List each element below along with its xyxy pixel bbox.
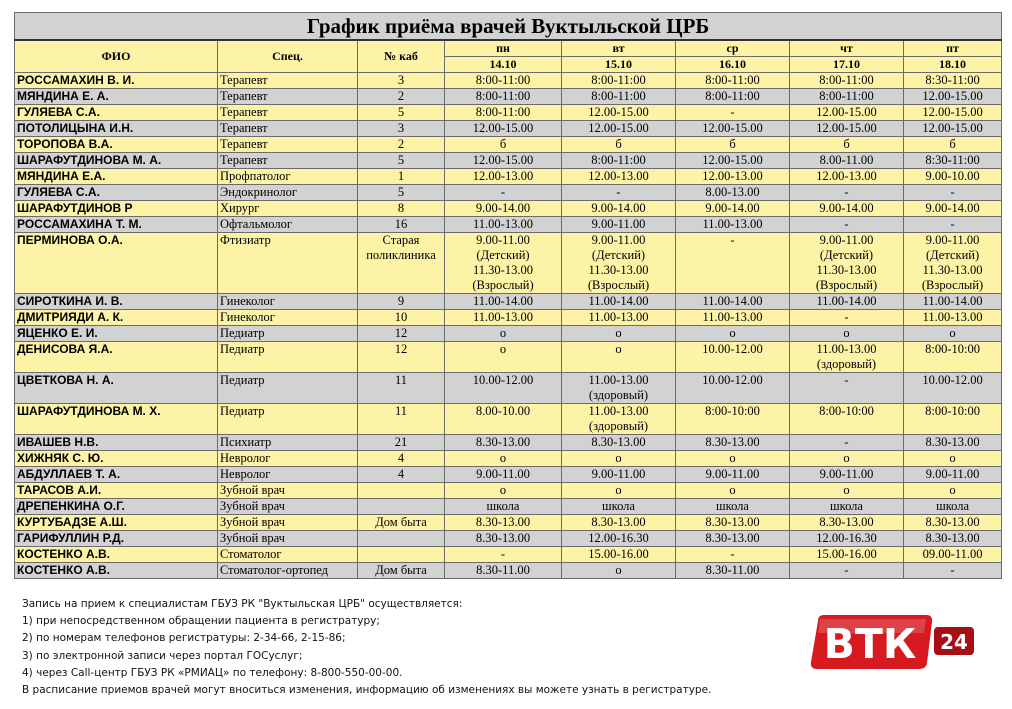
hours-fri: 12.00-15.00 [904,89,1002,105]
hours-thu: - [790,435,904,451]
hours-tue: 8.30-13.00 [562,435,676,451]
hours-mon: 12.00-15.00 [445,153,562,169]
specialty: Терапевт [218,73,358,89]
hours-thu: 12.00-16.30 [790,531,904,547]
doctor-name: РОССАМАХИН В. И. [15,73,218,89]
hours-fri: 11.00-14.00 [904,294,1002,310]
hours-tue: 9.00-11.00 [562,467,676,483]
hours-tue: о [562,451,676,467]
hours-mon: о [445,483,562,499]
logo-text: ВТК [823,620,917,668]
hours-fri: - [904,563,1002,579]
cabinet: 4 [358,467,445,483]
hours-tue: о [562,342,676,373]
hours-mon: 10.00-12.00 [445,373,562,404]
col-header-wed: ср [676,40,790,57]
table-row [15,169,1002,185]
specialty: Терапевт [218,89,358,105]
hours-mon: 11.00-13.00 [445,310,562,326]
hours-mon: школа [445,499,562,515]
col-header-mon: пн [445,40,562,57]
table-row [15,499,1002,515]
col-header-spec: Спец. [218,40,358,73]
cabinet: 5 [358,185,445,201]
doctor-name: КУРТУБАДЗЕ А.Ш. [15,515,218,531]
specialty: Терапевт [218,105,358,121]
hours-wed: 8.30-13.00 [676,531,790,547]
hours-mon: о [445,342,562,373]
hours-wed: 8:00-11:00 [676,89,790,105]
hours-tue: 9.00-14.00 [562,201,676,217]
hours-fri: 9.00-10.00 [904,169,1002,185]
hours-mon: о [445,451,562,467]
hours-tue: 12.00-13.00 [562,169,676,185]
doctor-name: ШАРАФУТДИНОВ Р [15,201,218,217]
hours-fri: 8.30-13.00 [904,515,1002,531]
hours-thu: о [790,326,904,342]
cabinet: 11 [358,404,445,435]
hours-wed: 12.00-15.00 [676,121,790,137]
specialty: Терапевт [218,137,358,153]
doctor-name: ДЕНИСОВА Я.А. [15,342,218,373]
hours-thu: 8:00-10:00 [790,404,904,435]
cabinet: Дом быта [358,515,445,531]
hours-fri: - [904,217,1002,233]
hours-thu: - [790,373,904,404]
hours-wed: 8.30-11.00 [676,563,790,579]
table-row [15,185,1002,201]
table-row [15,233,1002,294]
table-row [15,435,1002,451]
cabinet: 9 [358,294,445,310]
specialty: Педиатр [218,404,358,435]
date-thu: 17.10 [790,57,904,73]
hours-thu: б [790,137,904,153]
hours-fri: 12.00-15.00 [904,105,1002,121]
table-row [15,137,1002,153]
doctor-name: ЯЦЕНКО Е. И. [15,326,218,342]
hours-thu: школа [790,499,904,515]
schedule-sheet [14,12,1001,579]
table-row [15,89,1002,105]
hours-wed: 8:00-10:00 [676,404,790,435]
footer-notes [22,596,722,699]
hours-thu: 8.00-11.00 [790,153,904,169]
doctor-name: КОСТЕНКО А.В. [15,563,218,579]
col-header-thu: чт [790,40,904,57]
table-row [15,483,1002,499]
hours-thu: 8.30-13.00 [790,515,904,531]
hours-thu: - [790,217,904,233]
specialty: Эндокринолог [218,185,358,201]
table-row [15,373,1002,404]
cabinet: 11 [358,373,445,404]
specialty: Гинеколог [218,294,358,310]
schedule-table [14,12,1002,579]
specialty: Стоматолог [218,547,358,563]
table-row [15,515,1002,531]
footer-line: 4) через Call-центр ГБУЗ РК «РМИАЦ» по телефону: 8-800-550-00-00. [22,666,403,679]
cabinet: 1 [358,169,445,185]
hours-tue: о [562,326,676,342]
specialty: Зубной врач [218,499,358,515]
hours-thu: о [790,483,904,499]
cabinet: 21 [358,435,445,451]
specialty: Невролог [218,451,358,467]
hours-wed: 11.00-13.00 [676,217,790,233]
doctor-name: ПОТОЛИЦЫНА И.Н. [15,121,218,137]
hours-mon: 12.00-15.00 [445,121,562,137]
hours-fri: о [904,451,1002,467]
table-row [15,217,1002,233]
hours-thu: 11.00-13.00 (здоровый) [790,342,904,373]
hours-thu: - [790,185,904,201]
doctor-name: АБДУЛЛАЕВ Т. А. [15,467,218,483]
hours-mon: 8.30-13.00 [445,435,562,451]
hours-fri: 09.00-11.00 [904,547,1002,563]
hours-thu: 9.00-11.00 (Детский) 11.30-13.00 (Взрослый) [790,233,904,294]
doctor-name: ИВАШЕВ Н.В. [15,435,218,451]
hours-fri: б [904,137,1002,153]
hours-wed: 12.00-13.00 [676,169,790,185]
table-row [15,310,1002,326]
hours-tue: 8.30-13.00 [562,515,676,531]
hours-wed: - [676,105,790,121]
hours-tue: 9.00-11.00 (Детский) 11.30-13.00 (Взрослый) [562,233,676,294]
hours-wed: 9.00-11.00 [676,467,790,483]
cabinet [358,531,445,547]
hours-fri: 8:30-11:00 [904,73,1002,89]
doctor-name: ДМИТРИЯДИ А. К. [15,310,218,326]
logo-badge: 24 [940,630,968,654]
specialty: Гинеколог [218,310,358,326]
doctor-name: ШАРАФУТДИНОВА М. Х. [15,404,218,435]
hours-wed: - [676,233,790,294]
hours-fri: 8:00-10:00 [904,404,1002,435]
hours-mon: 8:00-11:00 [445,105,562,121]
table-row [15,326,1002,342]
hours-mon: 8.30-13.00 [445,515,562,531]
specialty: Зубной врач [218,483,358,499]
hours-thu: 12.00-15.00 [790,105,904,121]
cabinet: 3 [358,121,445,137]
doctor-name: ШАРАФУТДИНОВА М. А. [15,153,218,169]
cabinet: 8 [358,201,445,217]
hours-fri: 12.00-15.00 [904,121,1002,137]
hours-fri: школа [904,499,1002,515]
hours-mon: б [445,137,562,153]
footer-line: 1) при непосредственном обращении пациента в регистратуру; [22,615,380,628]
hours-tue: 9.00-11.00 [562,217,676,233]
doctor-name: ТАРАСОВ А.И. [15,483,218,499]
table-row [15,201,1002,217]
hours-thu: 12.00-13.00 [790,169,904,185]
table-row [15,404,1002,435]
table-row [15,451,1002,467]
hours-tue: 12.00-15.00 [562,105,676,121]
col-header-cab: № каб [358,40,445,73]
specialty: Терапевт [218,153,358,169]
doctor-name: МЯНДИНА Е. А. [15,89,218,105]
table-row [15,342,1002,373]
hours-wed: 8.30-13.00 [676,515,790,531]
table-row [15,105,1002,121]
hours-tue: школа [562,499,676,515]
page-title: График приёма врачей Вуктыльской ЦРБ [15,13,1002,41]
hours-mon: 11.00-14.00 [445,294,562,310]
hours-tue: о [562,483,676,499]
hours-mon: 8.00-10.00 [445,404,562,435]
hours-wed: о [676,326,790,342]
cabinet: 16 [358,217,445,233]
table-row [15,547,1002,563]
hours-thu: о [790,451,904,467]
cabinet: Старая поликлиника [358,233,445,294]
cabinet: 12 [358,342,445,373]
hours-wed: 11.00-13.00 [676,310,790,326]
hours-wed: школа [676,499,790,515]
hours-fri: 9.00-11.00 [904,467,1002,483]
specialty: Педиатр [218,326,358,342]
hours-tue: 12.00-16.30 [562,531,676,547]
footer-line: 3) по электронной записи через портал ГОСуслуг; [22,649,303,662]
specialty: Профпатолог [218,169,358,185]
doctor-name: РОССАМАХИНА Т. М. [15,217,218,233]
hours-fri: 10.00-12.00 [904,373,1002,404]
hours-thu: 12.00-15.00 [790,121,904,137]
specialty: Терапевт [218,121,358,137]
hours-fri: о [904,483,1002,499]
cabinet: 5 [358,153,445,169]
hours-wed: 10.00-12.00 [676,342,790,373]
header-row [15,40,1002,57]
date-mon: 14.10 [445,57,562,73]
hours-fri: 9.00-14.00 [904,201,1002,217]
col-header-tue: вт [562,40,676,57]
hours-thu: 8:00-11:00 [790,89,904,105]
btk24-logo [808,613,976,671]
doctor-name: ТОРОПОВА В.А. [15,137,218,153]
hours-tue: 11.00-13.00 [562,310,676,326]
hours-mon: 9.00-11.00 [445,467,562,483]
specialty: Хирург [218,201,358,217]
hours-thu: - [790,310,904,326]
col-header-name: ФИО [15,40,218,73]
hours-mon: 8:00-11:00 [445,89,562,105]
hours-mon: 8:00-11:00 [445,73,562,89]
hours-fri: 11.00-13.00 [904,310,1002,326]
hours-wed: о [676,483,790,499]
hours-wed: 12.00-15.00 [676,153,790,169]
hours-wed: 9.00-14.00 [676,201,790,217]
hours-tue: 8:00-11:00 [562,153,676,169]
logo-mark [811,615,974,669]
cabinet: Дом быта [358,563,445,579]
date-tue: 15.10 [562,57,676,73]
hours-wed: 8:00-11:00 [676,73,790,89]
hours-tue: о [562,563,676,579]
doctor-name: ХИЖНЯК С. Ю. [15,451,218,467]
footer-line: 2) по номерам телефонов регистратуры: 2-34-66, 2-15-86; [22,632,346,645]
hours-mon: 9.00-11.00 (Детский) 11.30-13.00 (Взрослый) [445,233,562,294]
footer-line: Запись на прием к специалистам ГБУЗ РК "Вуктыльская ЦРБ" осуществляется: [22,598,463,610]
hours-wed: 8.00-13.00 [676,185,790,201]
specialty: Зубной врач [218,515,358,531]
hours-thu: 11.00-14.00 [790,294,904,310]
cabinet: 10 [358,310,445,326]
hours-tue: 8:00-11:00 [562,73,676,89]
hours-tue: 15.00-16.00 [562,547,676,563]
doctor-name: СИРОТКИНА И. В. [15,294,218,310]
hours-fri: 8:30-11:00 [904,153,1002,169]
hours-mon: 12.00-13.00 [445,169,562,185]
hours-tue: - [562,185,676,201]
hours-thu: 8:00-11:00 [790,73,904,89]
hours-mon: 8.30-13.00 [445,531,562,547]
doctor-name: ГУЛЯЕВА С.А. [15,185,218,201]
hours-mon: 11.00-13.00 [445,217,562,233]
hours-tue: 11.00-13.00 (здоровый) [562,373,676,404]
hours-wed: о [676,451,790,467]
table-row [15,563,1002,579]
cabinet: 5 [358,105,445,121]
cabinet: 2 [358,89,445,105]
col-header-fri: пт [904,40,1002,57]
specialty: Офтальмолог [218,217,358,233]
hours-tue: 8:00-11:00 [562,89,676,105]
doctor-name: КОСТЕНКО А.В. [15,547,218,563]
table-row [15,121,1002,137]
cabinet: 4 [358,451,445,467]
doctor-name: ДРЕПЕНКИНА О.Г. [15,499,218,515]
cabinet [358,499,445,515]
doctor-name: ГУЛЯЕВА С.А. [15,105,218,121]
hours-wed: 11.00-14.00 [676,294,790,310]
hours-tue: б [562,137,676,153]
date-wed: 16.10 [676,57,790,73]
hours-fri: 9.00-11.00 (Детский) 11.30-13.00 (Взрослый) [904,233,1002,294]
cabinet [358,547,445,563]
hours-mon: 9.00-14.00 [445,201,562,217]
hours-tue: 11.00-13.00 (здоровый) [562,404,676,435]
footer-line: В расписание приемов врачей могут вноситься изменения, информацию об изменениях вы можете узнать в регистратуре. [22,684,712,697]
hours-thu: 9.00-14.00 [790,201,904,217]
hours-wed: 8.30-13.00 [676,435,790,451]
doctor-name: ГАРИФУЛЛИН Р.Д. [15,531,218,547]
date-fri: 18.10 [904,57,1002,73]
doctor-name: ЦВЕТКОВА Н. А. [15,373,218,404]
hours-fri: 8.30-13.00 [904,531,1002,547]
hours-thu: 9.00-11.00 [790,467,904,483]
table-row [15,531,1002,547]
table-row [15,467,1002,483]
specialty: Педиатр [218,373,358,404]
doctor-name: ПЕРМИНОВА О.А. [15,233,218,294]
specialty: Зубной врач [218,531,358,547]
table-row [15,153,1002,169]
hours-wed: - [676,547,790,563]
hours-thu: 15.00-16.00 [790,547,904,563]
hours-tue: 12.00-15.00 [562,121,676,137]
table-row [15,294,1002,310]
hours-mon: 8.30-11.00 [445,563,562,579]
hours-fri: 8:00-10:00 [904,342,1002,373]
cabinet [358,483,445,499]
specialty: Стоматолог-ортопед [218,563,358,579]
hours-fri: - [904,185,1002,201]
hours-tue: 11.00-14.00 [562,294,676,310]
hours-mon: о [445,326,562,342]
cabinet: 12 [358,326,445,342]
hours-thu: - [790,563,904,579]
specialty: Психиатр [218,435,358,451]
specialty: Педиатр [218,342,358,373]
cabinet: 3 [358,73,445,89]
hours-wed: 10.00-12.00 [676,373,790,404]
hours-fri: 8.30-13.00 [904,435,1002,451]
hours-mon: - [445,185,562,201]
table-row [15,73,1002,89]
hours-mon: - [445,547,562,563]
doctor-name: МЯНДИНА Е.А. [15,169,218,185]
hours-fri: о [904,326,1002,342]
cabinet: 2 [358,137,445,153]
specialty: Фтизиатр [218,233,358,294]
specialty: Невролог [218,467,358,483]
hours-wed: б [676,137,790,153]
